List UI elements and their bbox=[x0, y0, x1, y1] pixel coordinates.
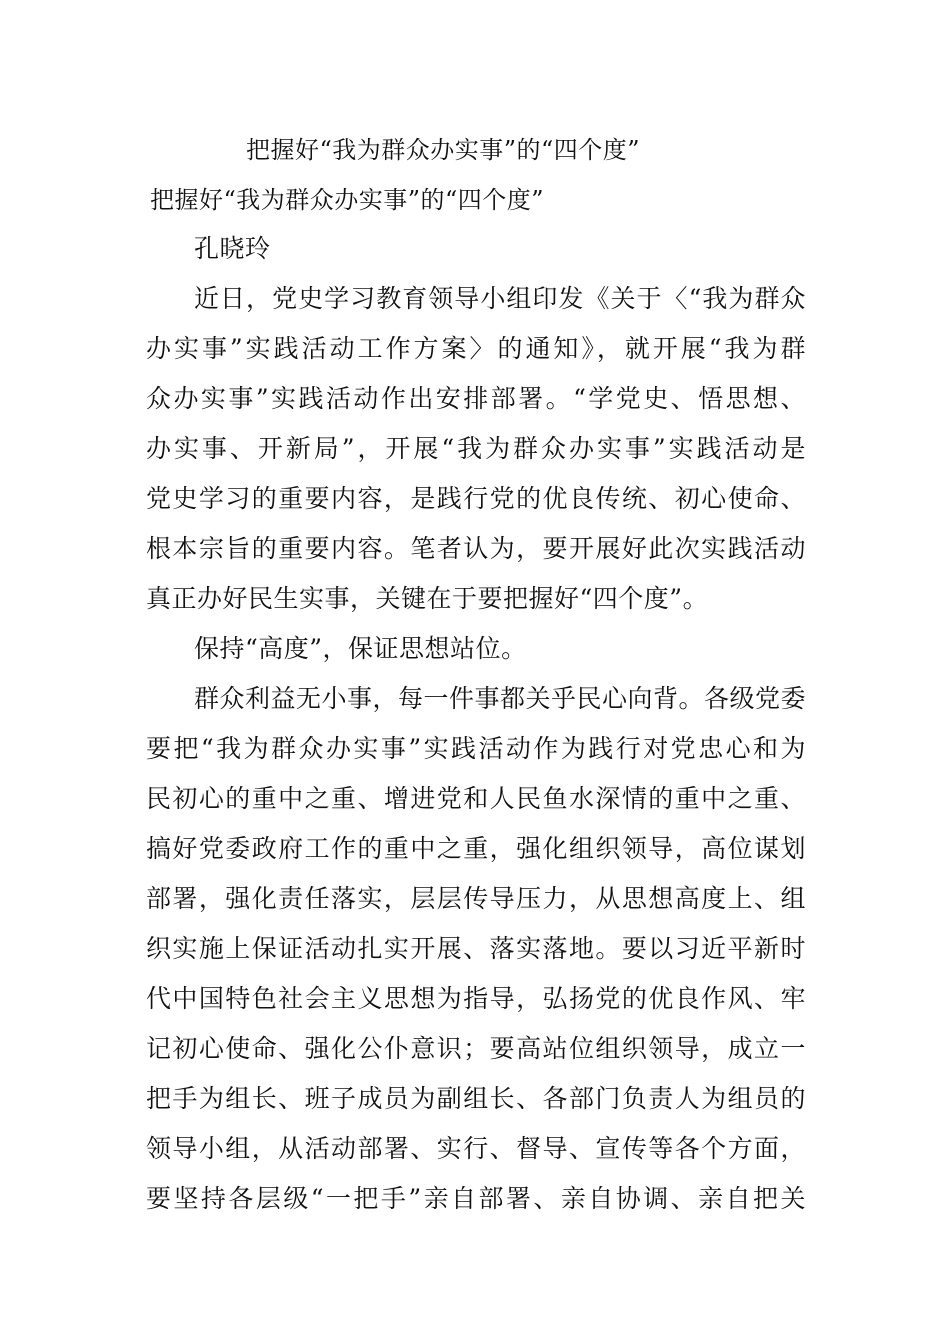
document-author: 孔晓玲 bbox=[194, 234, 271, 263]
paragraph-line: 记初心使命、强化公仆意识；要高站位组织领导，成立一 bbox=[146, 1034, 806, 1063]
paragraph-line: 办实事、开新局”，开展“我为群众办实事”实践活动是 bbox=[146, 434, 806, 463]
paragraph-line: 根本宗旨的重要内容。笔者认为，要开展好此次实践活动 bbox=[146, 534, 806, 563]
section-heading: 保持“高度”，保证思想站位。 bbox=[194, 634, 527, 663]
paragraph-line: 近日，党史学习教育领导小组印发《关于〈“我为群众 bbox=[194, 284, 806, 313]
paragraph-line: 众办实事”实践活动作出安排部署。“学党史、悟思想、 bbox=[146, 384, 806, 413]
paragraph-line: 代中国特色社会主义思想为指导，弘扬党的优良作风、牢 bbox=[146, 984, 806, 1013]
paragraph-line: 党史学习的重要内容，是践行党的优良传统、初心使命、 bbox=[146, 484, 806, 513]
paragraph-line: 织实施上保证活动扎实开展、落实落地。要以习近平新时 bbox=[146, 934, 806, 963]
paragraph-line: 部署，强化责任落实，层层传导压力，从思想高度上、组 bbox=[146, 884, 806, 913]
paragraph-line: 把手为组长、班子成员为副组长、各部门负责人为组员的 bbox=[146, 1084, 806, 1113]
paragraph-line: 领导小组，从活动部署、实行、督导、宣传等各个方面， bbox=[146, 1134, 806, 1163]
paragraph-line: 要把“我为群众办实事”实践活动作为践行对党忠心和为 bbox=[146, 734, 806, 763]
paragraph-line: 办实事”实践活动工作方案〉的通知》，就开展“我为群 bbox=[146, 334, 806, 363]
paragraph-line: 真正办好民生实事，关键在于要把握好“四个度”。 bbox=[146, 584, 709, 613]
document-title: 把握好“我为群众办实事”的“四个度” bbox=[246, 136, 641, 164]
document-subtitle: 把握好“我为群众办实事”的“四个度” bbox=[150, 186, 545, 214]
paragraph-line: 要坚持各层级“一把手”亲自部署、亲自协调、亲自把关 bbox=[146, 1184, 806, 1213]
paragraph-line: 搞好党委政府工作的重中之重，强化组织领导，高位谋划 bbox=[146, 834, 806, 863]
paragraph-line: 民初心的重中之重、增进党和人民鱼水深情的重中之重、 bbox=[146, 784, 806, 813]
paragraph-line: 群众利益无小事，每一件事都关乎民心向背。各级党委 bbox=[194, 684, 807, 713]
